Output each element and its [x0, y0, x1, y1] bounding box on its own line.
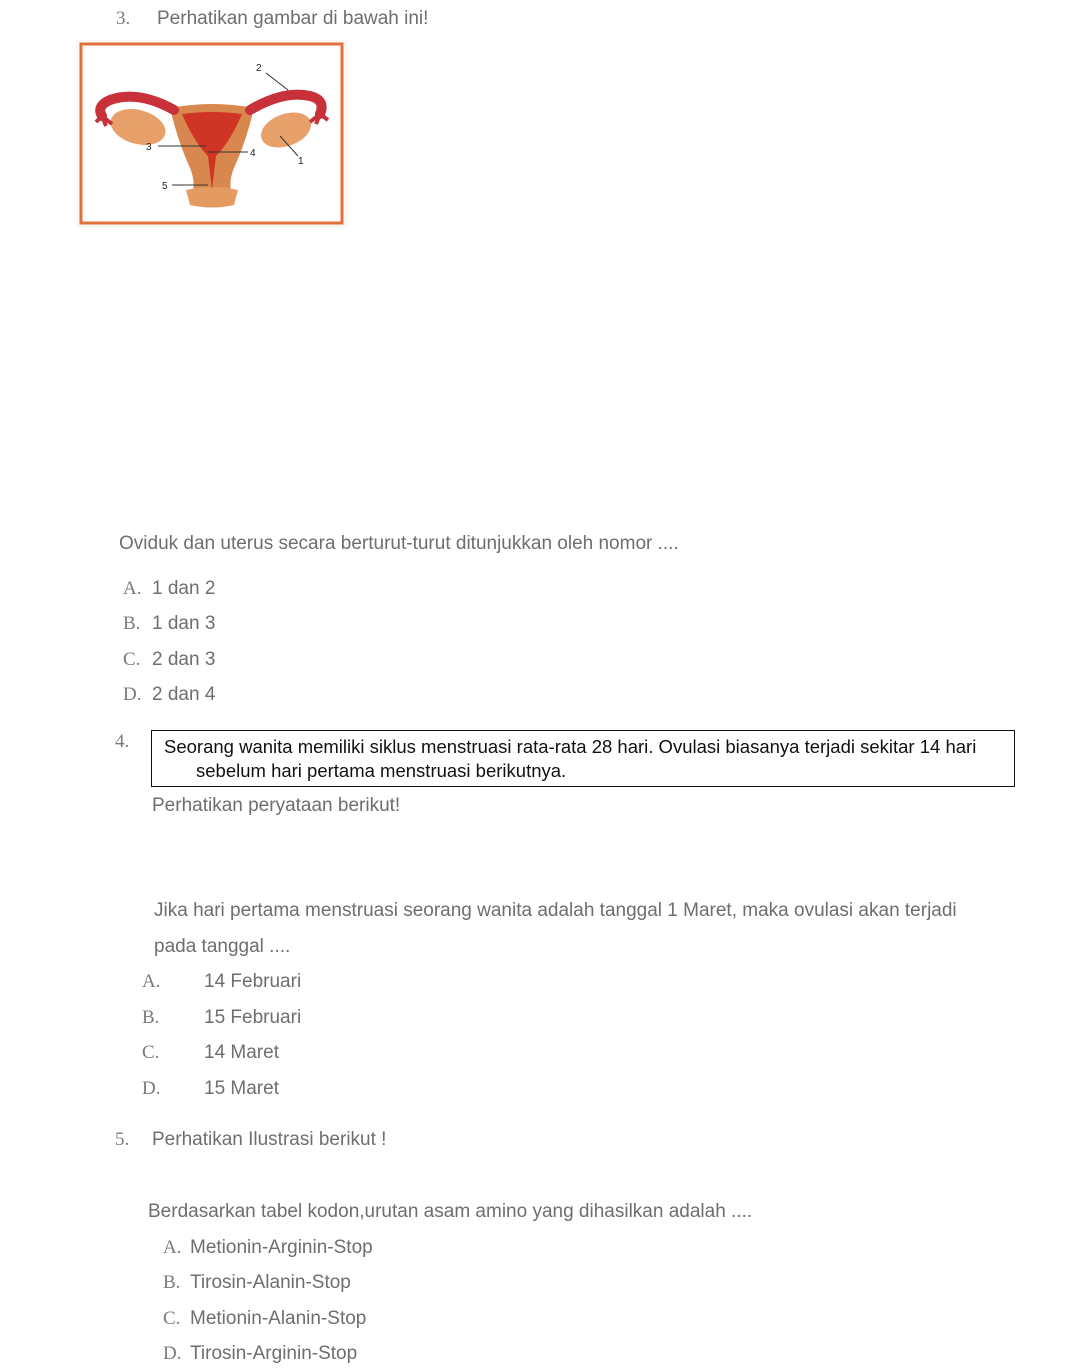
- q5-option-a-letter: A.: [163, 1237, 182, 1258]
- uterus-diagram: [76, 40, 348, 228]
- q3-option-d[interactable]: 2 dan 4: [152, 684, 216, 705]
- q4-option-a[interactable]: 14 Februari: [204, 971, 302, 992]
- q5-option-b-letter: B.: [163, 1272, 181, 1293]
- question-4-number: 4.: [115, 731, 130, 752]
- q5-option-c[interactable]: Metionin-Alanin-Stop: [190, 1308, 367, 1329]
- q5-option-d-letter: D.: [163, 1343, 182, 1364]
- question-5-number: 5.: [115, 1129, 130, 1150]
- q4-option-d-letter: D.: [142, 1078, 161, 1099]
- question-4-stimulus-box: [151, 730, 1015, 787]
- question-5-text: Berdasarkan tabel kodon,urutan asam amino yang dihasilkan adalah ....: [148, 1201, 753, 1222]
- question-5-prompt: Perhatikan Ilustrasi berikut !: [152, 1129, 387, 1150]
- question-3-number: 3.: [116, 8, 131, 29]
- question-4-text-line-2: pada tanggal ....: [154, 936, 291, 957]
- q3-option-a[interactable]: 1 dan 2: [152, 578, 216, 599]
- q3-option-c[interactable]: 2 dan 3: [152, 649, 216, 670]
- diagram-label-3: 3: [146, 142, 152, 153]
- diagram-label-1: 1: [298, 156, 304, 167]
- diagram-label-5: 5: [162, 181, 168, 192]
- diagram-label-2: 2: [256, 63, 262, 74]
- stimulus-line-1: Seorang wanita memiliki siklus menstruasi rata-rata 28 hari. Ovulasi biasanya terjadi sekitar 14 hari: [164, 736, 977, 757]
- q4-option-c[interactable]: 14 Maret: [204, 1042, 279, 1063]
- question-3-text: Oviduk dan uterus secara berturut-turut ditunjukkan oleh nomor ....: [119, 533, 679, 554]
- q5-option-c-letter: C.: [163, 1308, 181, 1329]
- question-4-text-line-1: Jika hari pertama menstruasi seorang wanita adalah tanggal 1 Maret, maka ovulasi akan terjadi: [154, 900, 957, 921]
- question-3-prompt: Perhatikan gambar di bawah ini!: [157, 8, 429, 29]
- q3-option-b-letter: B.: [123, 613, 141, 634]
- q5-option-b[interactable]: Tirosin-Alanin-Stop: [190, 1272, 351, 1293]
- q3-option-c-letter: C.: [123, 649, 141, 670]
- q4-option-d[interactable]: 15 Maret: [204, 1078, 279, 1099]
- q3-option-b[interactable]: 1 dan 3: [152, 613, 216, 634]
- q5-option-a[interactable]: Metionin-Arginin-Stop: [190, 1237, 373, 1258]
- uterus-illustration: [76, 40, 348, 228]
- q3-option-a-letter: A.: [123, 578, 142, 599]
- stimulus-line-2: sebelum hari pertama menstruasi berikutnya.: [196, 760, 567, 781]
- diagram-label-4: 4: [250, 148, 256, 159]
- q4-option-b[interactable]: 15 Februari: [204, 1007, 302, 1028]
- q3-option-d-letter: D.: [123, 684, 142, 705]
- q5-option-d[interactable]: Tirosin-Arginin-Stop: [190, 1343, 358, 1364]
- q4-option-a-letter: A.: [142, 971, 161, 992]
- q4-option-c-letter: C.: [142, 1042, 160, 1063]
- question-4-prompt: Perhatikan peryataan berikut!: [152, 795, 401, 816]
- q4-option-b-letter: B.: [142, 1007, 160, 1028]
